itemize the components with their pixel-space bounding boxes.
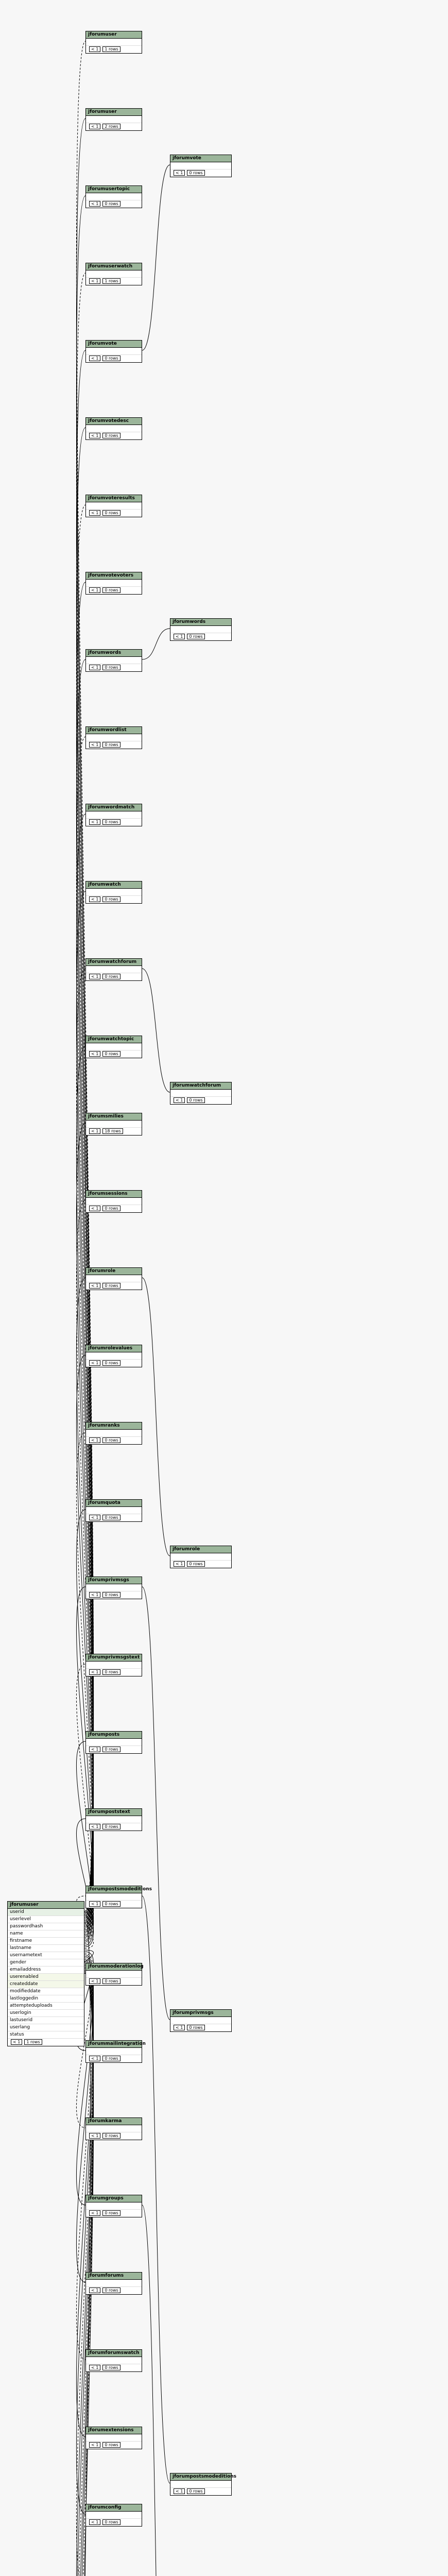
table-node[interactable] xyxy=(85,649,142,672)
table-name: jforummailintegration xyxy=(86,2041,142,2048)
table-name: jforumwatchforum xyxy=(170,1082,231,1090)
table-node[interactable] xyxy=(85,1577,142,1599)
table-name: jforumforums xyxy=(86,2273,142,2280)
table-column xyxy=(86,425,142,432)
table-name: jforummoderationlog xyxy=(86,1963,142,1971)
table-name: jforumwords xyxy=(170,619,231,626)
children-count: < 1 xyxy=(89,2519,100,2525)
table-node[interactable] xyxy=(85,1808,142,1831)
table-node[interactable] xyxy=(170,1546,232,1568)
table-footer xyxy=(86,2132,142,2140)
row-count: 0 rows xyxy=(102,1360,120,1366)
table-node[interactable] xyxy=(85,2040,146,2063)
table-node[interactable] xyxy=(85,1113,142,1136)
table-node[interactable] xyxy=(170,2009,232,2032)
table-node[interactable] xyxy=(85,804,142,826)
table-name: jforumvoteresults xyxy=(86,495,142,502)
table-name: jforumrole xyxy=(86,1268,142,1275)
table-footer xyxy=(86,1050,142,1058)
table-column: lastuserid xyxy=(8,2017,84,2024)
table-footer xyxy=(86,741,142,749)
row-count: 0 rows xyxy=(102,819,120,825)
table-column xyxy=(86,2048,142,2055)
row-count: 1 rows xyxy=(24,2039,42,2045)
row-count: 0 rows xyxy=(187,2488,204,2494)
table-node[interactable] xyxy=(85,1267,142,1290)
relationship-edge xyxy=(142,1896,170,2483)
table-footer xyxy=(170,2024,231,2031)
table-name: jforumusertopic xyxy=(86,186,142,193)
table-footer xyxy=(86,355,142,362)
table-name: jforumkarma xyxy=(86,2118,142,2125)
table-column xyxy=(86,39,142,46)
table-name: jforumuser xyxy=(86,109,142,116)
relationship-edge xyxy=(142,1587,170,2020)
children-count: < 1 xyxy=(89,2056,100,2061)
table-column xyxy=(86,1430,142,1437)
table-footer xyxy=(86,1823,142,1831)
table-name: jforumwatch xyxy=(86,882,142,889)
table-name: jforumpostsmodeditions xyxy=(86,1886,142,1893)
children-count: < 1 xyxy=(89,124,100,129)
children-count: < 1 xyxy=(89,1669,100,1675)
children-count: < 1 xyxy=(89,355,100,361)
row-count: 0 rows xyxy=(102,1901,120,1907)
table-column xyxy=(86,1352,142,1360)
table-column xyxy=(86,1662,142,1669)
children-count: < 1 xyxy=(89,46,100,52)
table-column xyxy=(86,1275,142,1282)
table-footer xyxy=(86,2364,142,2371)
children-count: < 1 xyxy=(89,1747,100,1752)
table-column xyxy=(86,1739,142,1746)
table-footer xyxy=(8,2039,84,2046)
row-count: 0 rows xyxy=(102,1437,120,1443)
row-count: 0 rows xyxy=(102,665,120,670)
row-count: 0 rows xyxy=(102,1669,120,1675)
table-footer xyxy=(86,1282,142,1290)
table-node[interactable] xyxy=(85,881,142,904)
table-column xyxy=(86,1584,142,1591)
table-column xyxy=(86,657,142,664)
table-footer xyxy=(86,664,142,671)
table-column: attempteduploads xyxy=(8,2003,84,2010)
children-count: < 1 xyxy=(89,1824,100,1829)
table-node[interactable] xyxy=(170,1082,232,1105)
table-footer xyxy=(86,200,142,208)
children-count: < 1 xyxy=(89,2365,100,2370)
table-column xyxy=(170,2481,231,2488)
table-column xyxy=(86,502,142,510)
row-count: 0 rows xyxy=(102,2210,120,2216)
table-footer xyxy=(86,1128,142,1135)
table-column xyxy=(86,2125,142,2132)
table-footer xyxy=(170,1097,231,1104)
table-footer xyxy=(86,1669,142,1676)
table-footer xyxy=(170,633,231,640)
table-node[interactable] xyxy=(85,572,142,595)
children-count: < 1 xyxy=(89,1437,100,1443)
row-count: 0 rows xyxy=(102,2287,120,2293)
children-count: < 1 xyxy=(89,2287,100,2293)
table-column: modifieddate xyxy=(8,1988,84,1995)
table-column: userid xyxy=(8,1909,84,1916)
table-footer xyxy=(86,2210,142,2217)
row-count: 0 rows xyxy=(102,355,120,361)
table-column xyxy=(86,966,142,973)
children-count: < 1 xyxy=(89,1360,100,1366)
children-count: < 1 xyxy=(89,1128,100,1134)
row-count: 0 rows xyxy=(187,1561,204,1567)
table-column xyxy=(86,2434,142,2442)
table-name: jforumsmilies xyxy=(86,1113,142,1121)
children-count: < 1 xyxy=(89,974,100,979)
table-column xyxy=(86,193,142,200)
table-node[interactable] xyxy=(85,417,142,440)
table-footer xyxy=(86,2519,142,2526)
table-column xyxy=(86,2280,142,2287)
table-footer xyxy=(86,1514,142,1521)
children-count: < 1 xyxy=(89,2442,100,2448)
table-column: userlogin xyxy=(8,2010,84,2017)
table-column xyxy=(86,1043,142,1050)
row-count: 18 rows xyxy=(102,1128,123,1134)
children-count: < 1 xyxy=(174,2488,185,2494)
table-name: jforumvotevoters xyxy=(86,572,142,580)
row-count: 0 rows xyxy=(102,1515,120,1520)
children-count: < 1 xyxy=(89,1901,100,1907)
table-footer xyxy=(86,1205,142,1212)
table-name: jforumuser xyxy=(8,1902,84,1909)
table-column xyxy=(86,1971,142,1978)
row-count: 2 rows xyxy=(102,124,120,129)
table-node[interactable] xyxy=(85,1963,142,1986)
row-count: 0 rows xyxy=(102,1592,120,1598)
relationship-edge xyxy=(142,165,170,350)
table-column xyxy=(86,580,142,587)
row-count: 0 rows xyxy=(187,1097,204,1103)
table-footer xyxy=(86,1746,142,1753)
table-name: jforumextensions xyxy=(86,2427,142,2434)
table-node[interactable] xyxy=(85,1499,142,1522)
table-node[interactable] xyxy=(85,1731,142,1754)
children-count: < 1 xyxy=(89,2210,100,2216)
table-column: lastloggedin xyxy=(8,1995,84,2003)
table-name: jforumpoststext xyxy=(86,1809,142,1816)
table-node[interactable] xyxy=(85,340,142,363)
table-node[interactable] xyxy=(85,1654,142,1676)
children-count: < 1 xyxy=(89,1978,100,1984)
table-name: jforumranks xyxy=(86,1422,142,1430)
table-column: emailaddress xyxy=(8,1967,84,1974)
table-footer xyxy=(86,1591,142,1599)
row-count: 0 rows xyxy=(102,1747,120,1752)
row-count: 0 rows xyxy=(187,170,204,176)
table-node[interactable] xyxy=(85,726,142,749)
table-column: passwordhash xyxy=(8,1923,84,1930)
table-node[interactable] xyxy=(7,1901,84,2046)
table-name: jforumrolevalues xyxy=(86,1345,142,1352)
table-column: firstname xyxy=(8,1938,84,1945)
table-node[interactable] xyxy=(85,495,142,517)
relationship-edge xyxy=(142,629,170,659)
table-node[interactable] xyxy=(85,2349,142,2372)
table-node[interactable] xyxy=(85,1190,142,1213)
table-node[interactable] xyxy=(85,263,142,285)
table-column xyxy=(170,1090,231,1097)
relationship-edge xyxy=(142,1278,170,1556)
children-count: < 1 xyxy=(89,278,100,284)
table-name: jforumforumswatch xyxy=(86,2350,142,2357)
table-footer xyxy=(86,278,142,285)
table-node[interactable] xyxy=(85,2427,142,2449)
children-count: < 1 xyxy=(89,2133,100,2139)
row-count: 0 rows xyxy=(187,2025,204,2030)
row-count: 0 rows xyxy=(102,2365,120,2370)
table-footer xyxy=(86,432,142,439)
row-count: 0 rows xyxy=(102,433,120,438)
row-count: 0 rows xyxy=(102,510,120,516)
table-name: jforumvote xyxy=(170,155,231,162)
table-footer xyxy=(86,2287,142,2294)
row-count: 0 rows xyxy=(102,2442,120,2448)
table-column xyxy=(170,1553,231,1561)
table-node[interactable] xyxy=(85,2272,142,2295)
row-count: 1 rows xyxy=(102,278,120,284)
row-count: 0 rows xyxy=(102,2133,120,2139)
table-node[interactable] xyxy=(170,618,232,641)
table-name: jforumprivmsgstext xyxy=(86,1654,142,1662)
children-count: < 1 xyxy=(89,1051,100,1057)
table-column xyxy=(86,734,142,741)
row-count: 1 rows xyxy=(102,46,120,52)
relationship-edge xyxy=(142,969,170,1092)
table-footer xyxy=(86,510,142,517)
table-footer xyxy=(86,2442,142,2449)
children-count: < 1 xyxy=(174,170,185,176)
table-footer xyxy=(86,1901,142,1908)
table-footer xyxy=(86,819,142,826)
table-column: gender xyxy=(8,1959,84,1967)
table-column xyxy=(170,626,231,633)
table-column xyxy=(86,1507,142,1514)
table-column xyxy=(86,811,142,819)
table-name: jforumprivmsgs xyxy=(170,2010,231,2017)
table-footer xyxy=(86,587,142,594)
children-count: < 1 xyxy=(174,1561,185,1567)
children-count: < 1 xyxy=(89,1515,100,1520)
children-count: < 1 xyxy=(89,896,100,902)
table-column: userlang xyxy=(8,2024,84,2031)
row-count: 0 rows xyxy=(102,2519,120,2525)
table-name: jforumvotedesc xyxy=(86,418,142,425)
table-name: jforumwatchforum xyxy=(86,959,142,966)
children-count: < 1 xyxy=(89,665,100,670)
row-count: 0 rows xyxy=(102,1206,120,1211)
table-name: jforumposts xyxy=(86,1732,142,1739)
table-footer xyxy=(170,2488,231,2495)
table-column xyxy=(86,270,142,278)
table-column xyxy=(86,1893,142,1901)
table-column xyxy=(86,889,142,896)
table-name: jforumwatchtopic xyxy=(86,1036,142,1043)
table-node[interactable] xyxy=(85,1886,152,1908)
row-count: 0 rows xyxy=(102,2056,120,2061)
table-footer xyxy=(86,1360,142,1367)
table-column xyxy=(86,2512,142,2519)
table-node[interactable] xyxy=(85,1345,142,1367)
row-count: 0 rows xyxy=(102,1978,120,1984)
table-column: usernametext xyxy=(8,1952,84,1959)
table-footer xyxy=(86,896,142,903)
table-column xyxy=(170,162,231,170)
row-count: 0 rows xyxy=(102,896,120,902)
table-column xyxy=(86,2357,142,2364)
table-node[interactable] xyxy=(85,2117,142,2140)
table-node[interactable] xyxy=(85,2504,142,2527)
table-name: jforumsessions xyxy=(86,1191,142,1198)
table-name: jforumuserwatch xyxy=(86,263,142,270)
children-count: < 1 xyxy=(174,634,185,639)
children-count: < 1 xyxy=(174,2025,185,2030)
children-count: < 1 xyxy=(174,1097,185,1103)
children-count: < 1 xyxy=(89,1206,100,1211)
table-footer xyxy=(170,170,231,177)
table-name: jforumwordlist xyxy=(86,727,142,734)
table-column xyxy=(86,2202,142,2210)
table-footer xyxy=(170,1561,231,1568)
table-name: jforumvote xyxy=(86,341,142,348)
table-name: jforumquota xyxy=(86,1500,142,1507)
table-name: jforumuser xyxy=(86,31,142,39)
table-column: status xyxy=(8,2031,84,2039)
row-count: 0 rows xyxy=(102,201,120,207)
table-column xyxy=(86,348,142,355)
table-name: jforumgroups xyxy=(86,2195,142,2202)
children-count: < 1 xyxy=(89,819,100,825)
row-count: 0 rows xyxy=(102,1283,120,1289)
table-name: jforumpostsmodeditions xyxy=(170,2473,231,2481)
row-count: 0 rows xyxy=(102,742,120,748)
children-count: < 1 xyxy=(89,742,100,748)
table-name: jforumwords xyxy=(86,650,142,657)
children-count: < 1 xyxy=(11,2039,22,2045)
row-count: 0 rows xyxy=(102,587,120,593)
table-footer xyxy=(86,2055,142,2062)
table-column xyxy=(86,116,142,123)
table-node[interactable] xyxy=(85,958,142,981)
table-name: jforumwordmatch xyxy=(86,804,142,811)
table-node[interactable] xyxy=(85,185,142,208)
table-footer xyxy=(86,1978,142,1985)
table-column: name xyxy=(8,1930,84,1938)
row-count: 0 rows xyxy=(102,1051,120,1057)
row-count: 0 rows xyxy=(102,974,120,979)
table-node[interactable] xyxy=(170,155,232,177)
table-column xyxy=(86,1121,142,1128)
table-column xyxy=(86,1816,142,1823)
children-count: < 1 xyxy=(89,433,100,438)
table-column: userenabled xyxy=(8,1974,84,1981)
table-footer xyxy=(86,1437,142,1444)
table-column: userlevel xyxy=(8,1916,84,1923)
children-count: < 1 xyxy=(89,587,100,593)
table-name: jforumconfig xyxy=(86,2504,142,2512)
table-name: jforumprivmsgs xyxy=(86,1577,142,1584)
table-node[interactable] xyxy=(85,108,142,131)
table-name: jforumrole xyxy=(170,1546,231,1553)
children-count: < 1 xyxy=(89,510,100,516)
children-count: < 1 xyxy=(89,201,100,207)
children-count: < 1 xyxy=(89,1592,100,1598)
table-node[interactable] xyxy=(85,31,142,54)
row-count: 0 rows xyxy=(102,1824,120,1829)
table-footer xyxy=(86,123,142,130)
table-node[interactable] xyxy=(85,1422,142,1445)
table-node[interactable] xyxy=(85,1036,142,1058)
row-count: 0 rows xyxy=(187,634,204,639)
children-count: < 1 xyxy=(89,1283,100,1289)
table-column xyxy=(86,1198,142,1205)
table-footer xyxy=(86,46,142,53)
relationship-edge xyxy=(142,2205,170,2576)
table-column: createddate xyxy=(8,1981,84,1988)
table-column xyxy=(170,2017,231,2024)
table-node[interactable] xyxy=(85,2195,142,2217)
table-footer xyxy=(86,973,142,980)
table-node[interactable] xyxy=(170,2473,237,2496)
table-column: lastname xyxy=(8,1945,84,1952)
